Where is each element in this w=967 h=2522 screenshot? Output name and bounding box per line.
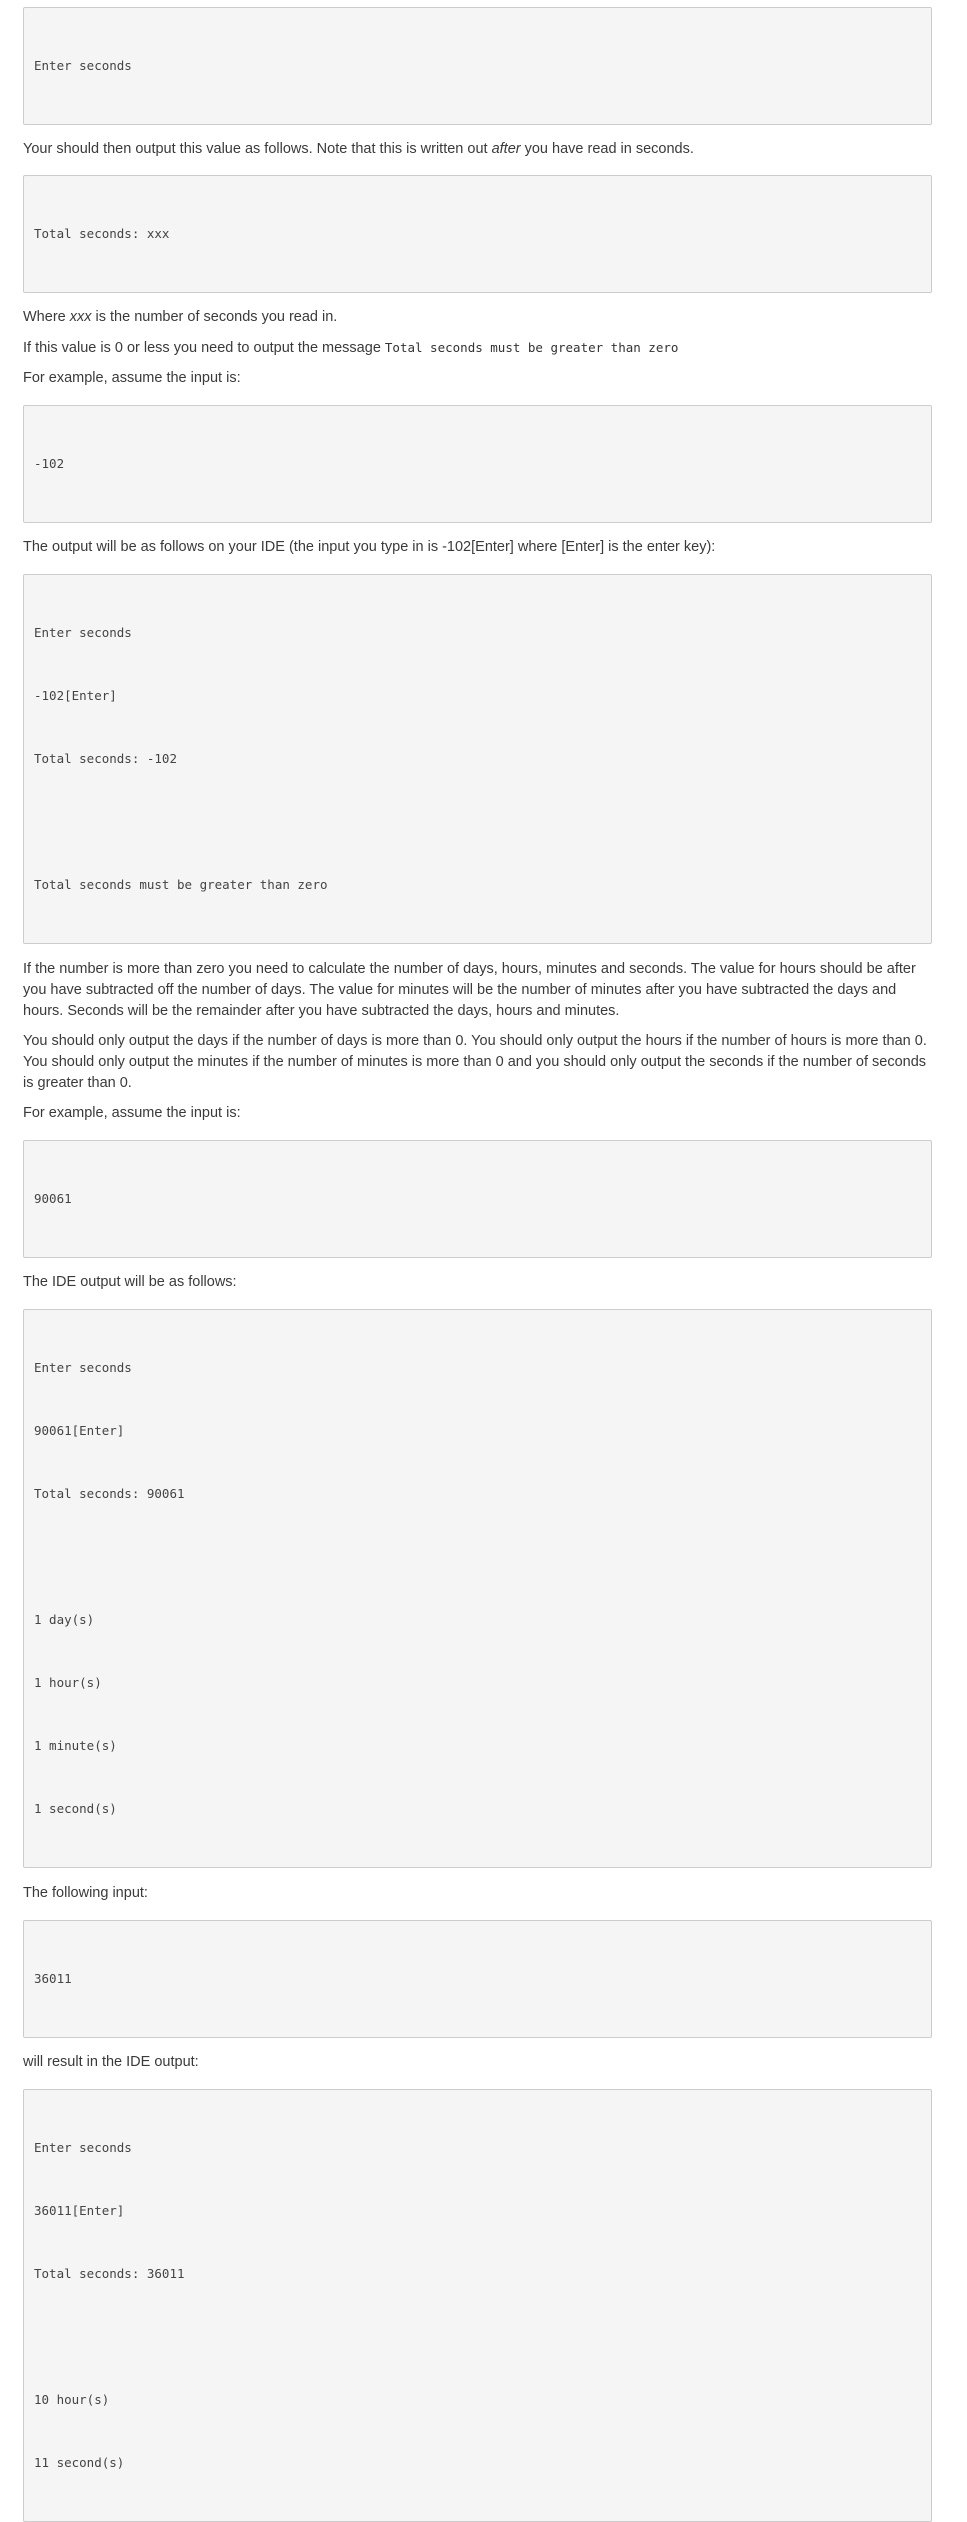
- code-block-total-format: [23, 175, 932, 293]
- code-line: Total seconds: xxx: [34, 226, 170, 241]
- code-line: Enter seconds: [34, 58, 132, 73]
- code-line: 1 minute(s): [34, 1738, 117, 1753]
- code-line: -102[Enter]: [34, 688, 117, 703]
- paragraph-following-input: The following input:: [23, 1885, 148, 1901]
- paragraph-output-intro: Your should then output this value as follows. Note that this is written out after you have read in seconds.: [23, 141, 694, 157]
- code-line: [34, 1546, 921, 1567]
- code-line: 11 second(s): [34, 2455, 125, 2470]
- code-line: 90061: [34, 1191, 72, 1206]
- paragraph-output-ide-2: The IDE output will be as follows:: [23, 1274, 237, 1290]
- code-line: Enter seconds: [34, 1360, 132, 1375]
- paragraph-where-xxx: Where xxx is the number of seconds you read in.: [23, 309, 338, 325]
- code-line: 1 second(s): [34, 1801, 117, 1816]
- emphasis-xxx: xxx: [69, 309, 92, 325]
- code-block-input-36011: [23, 1920, 932, 2038]
- paragraph-output-conditions: You should only output the days if the number of days is more than 0. You should only output the hours if the number of hours is more than 0. You should only output the minutes if the number of minutes is more than 0 and you should only output the seconds if the number of seconds is greater than 0.: [23, 1033, 927, 1091]
- code-block-output-negative: [23, 574, 932, 944]
- code-block-output-90061: [23, 1309, 932, 1868]
- code-block-output-36011: [23, 2089, 932, 2522]
- paragraph-zero-rule: If this value is 0 or less you need to output the message Total seconds must be greater than zero: [23, 340, 679, 356]
- code-line: 10 hour(s): [34, 2392, 110, 2407]
- paragraph-calculation-rules: If the number is more than zero you need to calculate the number of days, hours, minutes and seconds. The value for hours should be after you have subtracted off the number of days. The value for minutes will be the number of minutes after you have subtracted the days and hours. Seconds will be the remainder after you have subtracted the days, hours and minutes.: [23, 961, 916, 1019]
- code-line: Enter seconds: [34, 625, 132, 640]
- document-body: [23, 7, 932, 2522]
- code-line: Total seconds: 36011: [34, 2266, 185, 2281]
- code-block-input-90061: [23, 1140, 932, 1258]
- code-block-prompt: [23, 7, 932, 125]
- code-line: 1 hour(s): [34, 1675, 102, 1690]
- paragraph-output-ide-1: The output will be as follows on your IDE (the input you type in is -102[Enter] where [Enter] is the enter key):: [23, 539, 716, 555]
- code-line: -102: [34, 456, 65, 471]
- code-line: 1 day(s): [34, 1612, 95, 1627]
- code-block-input-negative: [23, 405, 932, 523]
- paragraph-example-intro-1: For example, assume the input is:: [23, 370, 241, 386]
- code-line: Total seconds: -102: [34, 751, 177, 766]
- code-line: Total seconds: 90061: [34, 1486, 185, 1501]
- code-line: 90061[Enter]: [34, 1423, 125, 1438]
- code-line: Total seconds must be greater than zero: [34, 877, 328, 892]
- inline-code-error-message: Total seconds must be greater than zero: [384, 340, 679, 355]
- emphasis-after: after: [491, 141, 521, 157]
- paragraph-result-output: will result in the IDE output:: [23, 2054, 199, 2070]
- code-line: [34, 811, 921, 832]
- code-line: Enter seconds: [34, 2140, 132, 2155]
- paragraph-example-intro-2: For example, assume the input is:: [23, 1105, 241, 1121]
- code-line: 36011[Enter]: [34, 2203, 125, 2218]
- code-line: 36011: [34, 1971, 72, 1986]
- code-line: [34, 2326, 921, 2347]
